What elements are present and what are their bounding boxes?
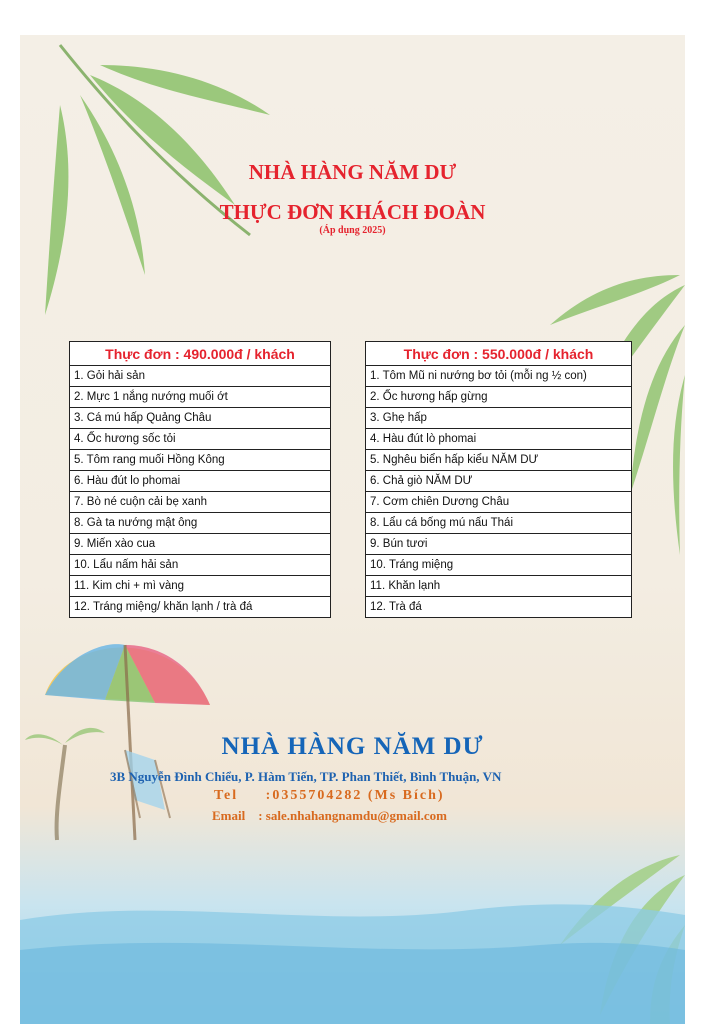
menu-item: 7. Bò né cuộn cải bẹ xanh	[70, 492, 331, 513]
menu-item: 6. Hàu đút lo phomai	[70, 471, 331, 492]
footer-address: 3B Nguyễn Đình Chiểu, P. Hàm Tiến, TP. Phan Thiết, Bình Thuận, VN	[110, 769, 502, 784]
menu-table-heading: Thực đơn : 550.000đ / khách	[366, 342, 632, 366]
menu-item: 10. Lẩu nấm hải sản	[70, 555, 331, 576]
menu-item: 8. Gà ta nướng mật ông	[70, 513, 331, 534]
restaurant-name-title: NHÀ HÀNG NĂM DƯ	[248, 160, 457, 184]
menu-item: 12. Tráng miệng/ khăn lạnh / trà đá	[70, 597, 331, 618]
menu-item: 9. Bún tươi	[366, 534, 632, 555]
menu-item: 3. Cá mú hấp Quảng Châu	[70, 408, 331, 429]
footer-email: Email : sale.nhahangnamdu@gmail.com	[212, 808, 447, 823]
menu-item: 3. Ghẹ hấp	[366, 408, 632, 429]
menu-item: 8. Lẩu cá bống mú nấu Thái	[366, 513, 632, 534]
menu-poster	[20, 35, 685, 1024]
menu-item: 5. Tôm rang muối Hồng Kông	[70, 450, 331, 471]
menu-item: 11. Kim chi + mì vàng	[70, 576, 331, 597]
menu-item: 4. Hàu đút lò phomai	[366, 429, 632, 450]
menu-item: 1. Tôm Mũ ni nướng bơ tỏi (mỗi ng ½ con)	[366, 366, 632, 387]
footer-restaurant-name: NHÀ HÀNG NĂM DƯ	[221, 733, 484, 760]
menu-item: 6. Chả giò NĂM DƯ	[366, 471, 632, 492]
menu-table-heading: Thực đơn : 490.000đ / khách	[70, 342, 331, 366]
menu-item: 4. Ốc hương sốc tỏi	[70, 429, 331, 450]
footer-phone: Tel :0355704282 (Ms Bích)	[214, 788, 445, 803]
applied-year-note: (Áp dụng 2025)	[319, 225, 386, 236]
sea-water-decoration	[20, 890, 685, 1024]
menu-item: 9. Miến xào cua	[70, 534, 331, 555]
menu-title: THỰC ĐƠN KHÁCH ĐOÀN	[219, 200, 486, 224]
menu-item: 7. Cơm chiên Dương Châu	[366, 492, 632, 513]
menu-table-550k	[365, 341, 632, 618]
menu-item: 11. Khăn lạnh	[366, 576, 632, 597]
menu-table-490k	[69, 341, 331, 618]
menu-item: 5. Nghêu biển hấp kiểu NĂM DƯ	[366, 450, 632, 471]
menu-item: 2. Mực 1 nắng nướng muối ớt	[70, 387, 331, 408]
menu-item: 12. Trà đá	[366, 597, 632, 618]
menu-item: 2. Ốc hương hấp gừng	[366, 387, 632, 408]
menu-item: 10. Tráng miệng	[366, 555, 632, 576]
menu-item: 1. Gỏi hải sản	[70, 366, 331, 387]
